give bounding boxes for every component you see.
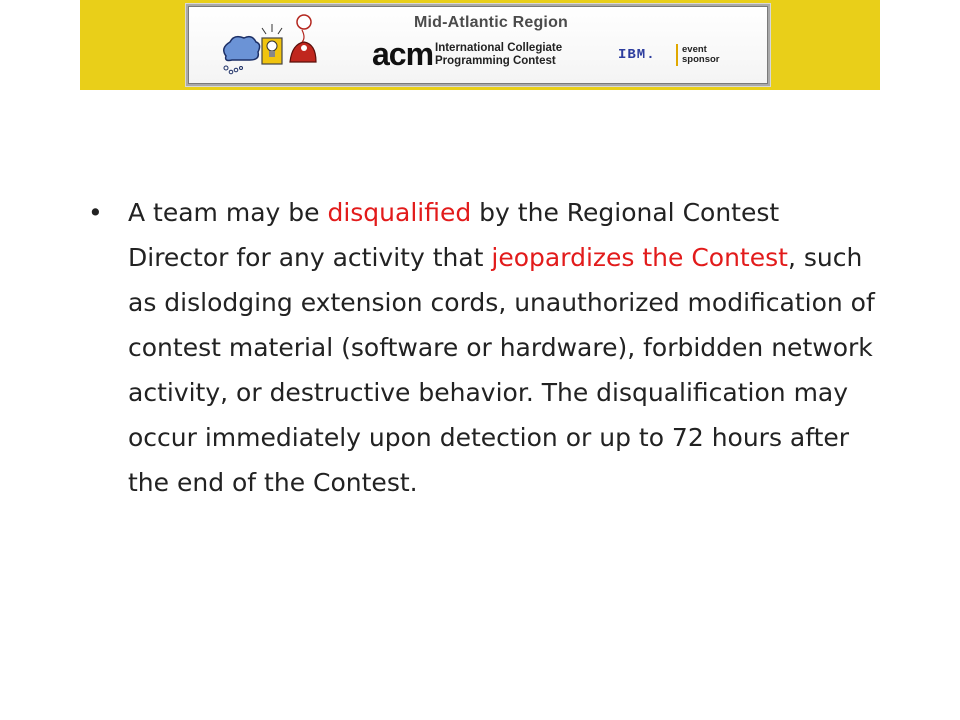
- acm-icpc-logo-banner: [186, 4, 770, 86]
- highlight-disqualified: disqualified: [327, 198, 472, 227]
- bullet-text: [128, 190, 878, 505]
- event-sponsor-label: [682, 45, 719, 65]
- contest-mascot-illustration: [216, 12, 336, 82]
- bullet-item: [88, 190, 878, 505]
- text-segment: A team may be: [128, 198, 328, 227]
- sponsor-line-2: sponsor: [682, 54, 720, 65]
- contest-name-line-2: Programming Contest: [435, 55, 556, 67]
- slide-body: [88, 190, 878, 505]
- thought-cloud-icon: [224, 37, 260, 74]
- ibm-logo: IBM.: [618, 47, 656, 63]
- lightbulb-icon: [262, 24, 282, 64]
- text-segment: , such as dislodging extension cords, unauthorized modification of contest material (software or hardware), forbidden network activity, or destructive behavior. The disqualification may occur immediately upon detection or up to 72 hours after the end of the Contest.: [128, 243, 875, 497]
- sponsor-line-1: event: [682, 44, 707, 55]
- acm-wordmark: acm: [372, 36, 434, 72]
- sponsor-divider: [676, 44, 678, 66]
- contest-name-line-1: International Collegiate: [435, 42, 563, 54]
- header-banner: [80, 0, 880, 90]
- red-figure-icon: [290, 15, 316, 62]
- region-title: Mid-Atlantic Region: [414, 14, 569, 31]
- text-segment: by the Regional Contest Director for any activity that: [128, 198, 780, 272]
- contest-name: [435, 42, 562, 68]
- bullet-icon: •: [88, 198, 103, 227]
- highlight-jeopardizes: jeopardizes the Contest: [491, 243, 788, 272]
